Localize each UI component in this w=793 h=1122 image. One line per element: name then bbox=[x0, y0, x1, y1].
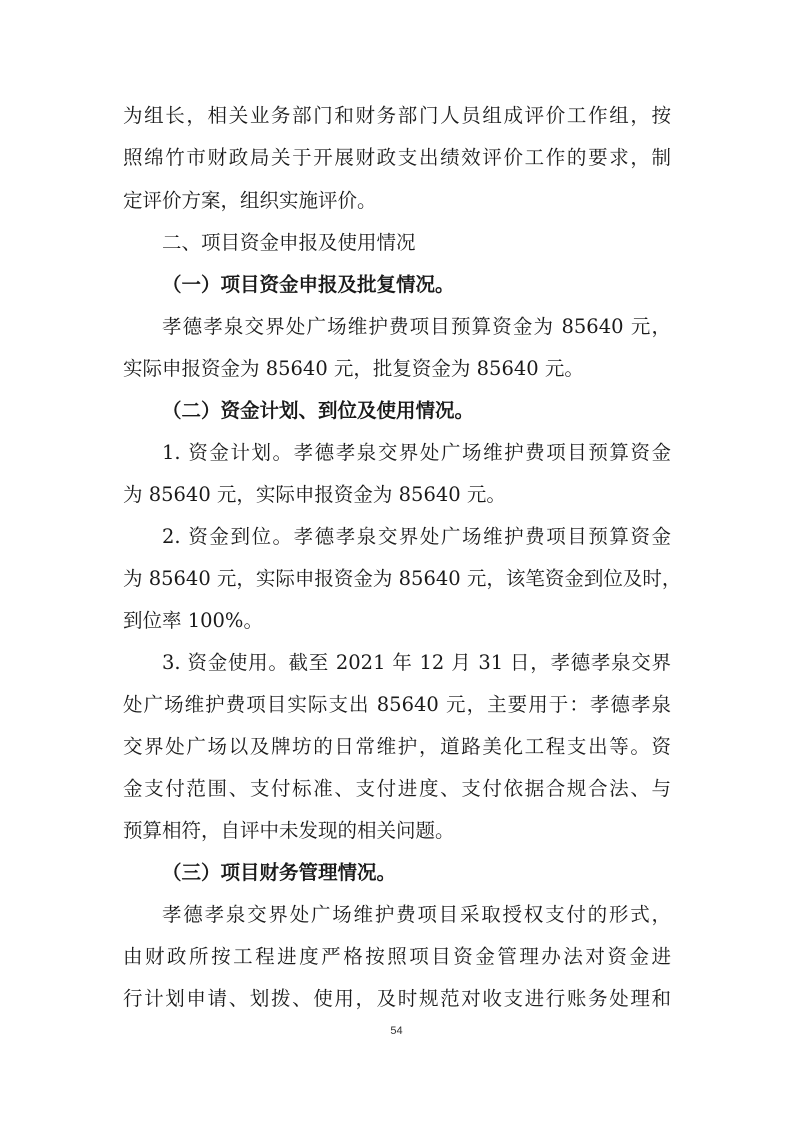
paragraph-line: 定评价方案，组织实施评价。 bbox=[123, 189, 377, 212]
paragraph-line: 为 85640 元，实际申报资金为 85640 元。 bbox=[123, 483, 506, 506]
subsection-heading: （一）项目资金申报及批复情况。 bbox=[162, 273, 455, 296]
page-number: 54 bbox=[390, 1025, 403, 1037]
paragraph-line: 预算相符，自评中未发现的相关问题。 bbox=[123, 819, 455, 842]
paragraph-line: 实际申报资金为 85640 元，批复资金为 85640 元。 bbox=[123, 357, 584, 380]
paragraph-line: 孝德孝泉交界处广场维护费项目采取授权支付的形式， bbox=[162, 903, 671, 926]
paragraph-line: 行计划申请、划拨、使用，及时规范对收支进行账务处理和 bbox=[123, 987, 671, 1010]
paragraph-line: 1. 资金计划。孝德孝泉交界处广场维护费项目预算资金 bbox=[162, 441, 671, 464]
paragraph-line: 照绵竹市财政局关于开展财政支出绩效评价工作的要求，制 bbox=[123, 146, 671, 169]
paragraph-line: 2. 资金到位。孝德孝泉交界处广场维护费项目预算资金 bbox=[162, 525, 671, 548]
paragraph-line: 3. 资金使用。截至 2021 年 12 月 31 日，孝德孝泉交界 bbox=[162, 651, 671, 674]
paragraph-line: 由财政所按工程进度严格按照项目资金管理办法对资金进 bbox=[123, 945, 671, 968]
paragraph-line: 处广场维护费项目实际支出 85640 元，主要用于：孝德孝泉 bbox=[123, 693, 671, 716]
subsection-heading: （二）资金计划、到位及使用情况。 bbox=[162, 399, 475, 422]
paragraph-line: 到位率 100%。 bbox=[123, 609, 263, 632]
paragraph-line: 为组长，相关业务部门和财务部门人员组成评价工作组，按 bbox=[123, 104, 671, 127]
paragraph-line: 交界处广场以及牌坊的日常维护，道路美化工程支出等。资 bbox=[123, 735, 671, 758]
paragraph-line: 为 85640 元，实际申报资金为 85640 元，该笔资金到位及时， bbox=[123, 567, 682, 590]
section-heading: 二、项目资金申报及使用情况 bbox=[162, 231, 416, 254]
subsection-heading: （三）项目财务管理情况。 bbox=[162, 861, 397, 884]
paragraph-line: 孝德孝泉交界处广场维护费项目预算资金为 85640 元， bbox=[162, 315, 671, 338]
paragraph-line: 金支付范围、支付标准、支付进度、支付依据合规合法、与 bbox=[123, 777, 671, 800]
